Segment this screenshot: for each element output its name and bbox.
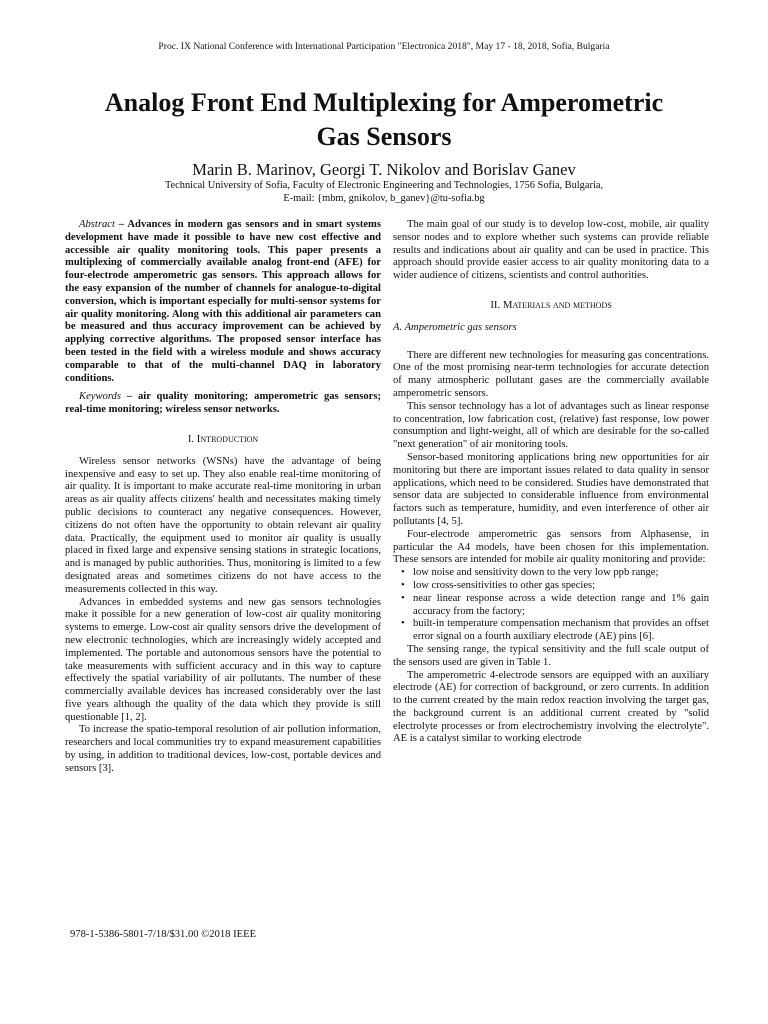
keywords-label: Keywords	[79, 391, 121, 403]
paper-title-line-2: Gas Sensors	[316, 122, 452, 151]
paragraph: Advances in embedded systems and new gas sensors technologies make it possible for a new generation of low-cost air quality monitoring systems to emerge. Low-cost air quality sensors drive the development of new electronic technologies, which are increasingly widely accepted and implemented. The portable and autonomous sensors have the potential to take measurements with sufficient accuracy and in this way to capture effectively the spatial variability of air pollutants. The number of these commercially available devices has increased considerably over the last five years although the quality of the data which they provide is still questionable [1, 2].	[65, 596, 381, 723]
author-emails: E-mail: {mbm, gnikolov, b_ganev}@tu-sofia.bg	[283, 193, 485, 204]
paragraph: Four-electrode amperometric gas sensors from Alphasense, in particular the A4 models, have been chosen for this implementation. These sensors are intended for mobile air quality monitoring and provide:	[393, 528, 709, 566]
paragraph: The sensing range, the typical sensitivity and the full scale output of the sensors used are given in Table 1.	[393, 643, 709, 668]
list-item: • near linear response across a wide detection range and 1% gain accuracy from the factory;	[413, 593, 709, 619]
abstract	[65, 219, 381, 385]
copyright-footer: 978-1-5386-5801-7/18/$31.00 ©2018 IEEE	[70, 929, 257, 940]
abstract-label: Abstract	[79, 219, 115, 230]
author-list: Marin B. Marinov, Georgi T. Nikolov and Borislav Ganev	[192, 160, 576, 179]
keywords	[65, 391, 381, 417]
list-item: • low noise and sensitivity down to the very low ppb range;	[413, 567, 709, 580]
paragraph: This sensor technology has a lot of advantages such as linear response to concentration, low fabrication cost, (relative) fast response, low power consumption and light-weight, all of which are desirable for the so-called "next generation" of air monitoring tools.	[393, 400, 709, 451]
paragraph: To increase the spatio-temporal resolution of air pollution information, researchers and local communities try to expand measurement capabilities by using, in addition to traditional devices, low-cost, portable devices and sensors [3].	[65, 724, 381, 774]
paper-title-line-1: Analog Front End Multiplexing for Amperometric	[104, 88, 664, 117]
affiliation: Technical University of Sofia, Faculty of Electronic Engineering and Technologies, 1756 Sofia, Bulgaria,	[164, 180, 604, 191]
abstract-text: – Advances in modern gas sensors and in smart systems development have made it possible to have new cost effective and accessible air quality monitoring tools. This paper presents a multiplexing of commercially available analog front-end (AFE) for four-electrode amperometric gas sensors. This approach allows for the easy expansion of the number of channels for analogue-to-digital conversion, which is important especially for multi-sensor systems for air quality monitoring. Along with this additional air parameters can be measured and thus accuracy improvement can be achieved by applying corrective algorithms. The proposed sensor interface has been tested in the field with a wireless module and shows accuracy comparable to that of the multi-channel DAQ in laboratory conditions.	[65, 219, 381, 384]
feature-bullet-list	[393, 567, 709, 644]
paper-title	[40, 86, 728, 154]
list-item: • built-in temperature compensation mechanism that provides an offset error signal on a fourth auxiliary electrode (AE) pins [6].	[413, 618, 709, 644]
paragraph: Wireless sensor networks (WSNs) have the advantage of being inexpensive and easy to set up. They also enable real-time monitoring of air quality. It is important to make accurate real-time monitoring in urban areas as air quality affects citizens' health and necessitates making timely public decisions to counteract any negative consequences. However, citizens do not often have the opportunity to obtain relevant air quality data. Practically, the equipment used to monitor air quality is usually placed in fixed large and expensive sensing stations in strategic locations, and is managed by public authorities. Thus, monitoring is limited to a few designated areas and sometimes citizens do not have access to the measurements collected in this way.	[65, 455, 381, 595]
paragraph: Sensor-based monitoring applications bring new opportunities for air monitoring but there are important issues related to data quality in sensor applications, which need to be considered. Studies have demonstrated that sensor data are subjected to considerable influence from environmental factors such as temperature, humidity, and even interference of other air pollutants [4, 5].	[393, 451, 709, 527]
paragraph: The main goal of our study is to develop low-cost, mobile, air quality sensor nodes and to explore whether such systems can provide reliable results and indications about air quality and can be used in practice. This approach should provide easier access to air quality monitoring data to a wider audience of citizens, scientists and control authorities.	[393, 219, 709, 282]
paragraph: The amperometric 4-electrode sensors are equipped with an auxiliary electrode (AE) for correction of background, or zero currents. In addition to the current created by the main redox reaction involving the target gas, the background current is an additional current created by "solid electrolyte processes or from electrochemistry involving the electrolyte". AE is a catalyst similar to working electrode	[393, 669, 709, 745]
subsection-heading: A. Amperometric gas sensors	[393, 321, 517, 333]
paragraph: There are different new technologies for measuring gas concentrations. One of the most promising near-term technologies for accurate detection of many atmospheric pollutant gases are the commercially available amperometric sensors.	[393, 349, 709, 399]
section-heading-materials-methods: II. Materials and methods	[490, 298, 612, 311]
section-heading-introduction: I. Introduction	[187, 432, 259, 445]
right-column	[393, 219, 709, 746]
conference-header: Proc. IX National Conference with International Participation "Electronica 2018", May 17 - 18, 2018, Sofia, Bulgaria	[158, 41, 610, 52]
keywords-text: – air quality monitoring; amperometric gas sensors; real-time monitoring; wireless sensor networks.	[65, 391, 381, 416]
list-item: • low cross-sensitivities to other gas species;	[413, 580, 709, 593]
left-column	[65, 219, 381, 776]
